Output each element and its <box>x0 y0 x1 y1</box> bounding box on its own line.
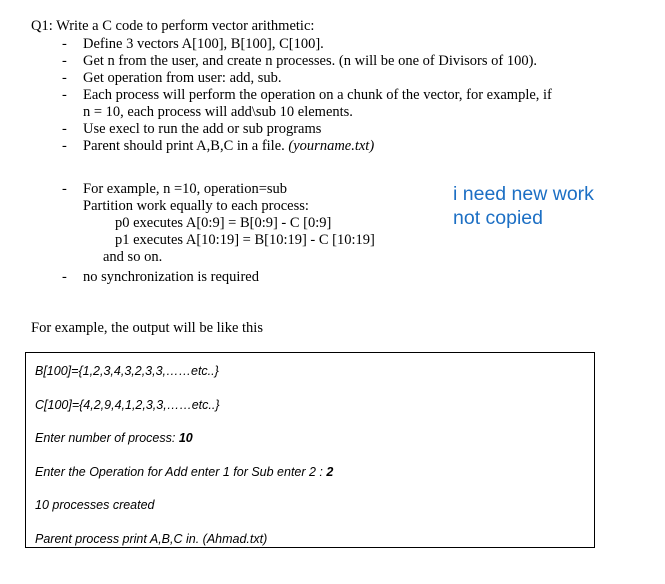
sync-list <box>62 269 462 286</box>
output-line: Parent process print A,B,C in. (Ahmad.txt) <box>35 532 268 546</box>
requirement-item: - Use execl to run the add or sub programs <box>62 121 622 138</box>
example-list <box>62 181 462 266</box>
requirement-item: - Each process will perform the operation on a chunk of the vector, for example, if n = 10, each process will add\sub 10 elements. <box>62 87 622 121</box>
requirements-list <box>62 36 622 155</box>
operation-value: 2 <box>326 465 334 479</box>
output-line: Enter the Operation for Add enter 1 for Sub enter 2 : 2 <box>35 465 334 479</box>
example-line: p0 executes A[0:9] = B[0:9] - C [0:9] <box>115 215 332 231</box>
output-box <box>25 352 595 548</box>
example-line: Partition work equally to each process: <box>83 198 309 214</box>
requirement-item: - Get operation from user: add, sub. <box>62 70 622 87</box>
handwritten-annotation <box>453 182 643 230</box>
example-line: p1 executes A[10:19] = B[10:19] - C [10:19] <box>115 232 375 248</box>
requirement-item: - Define 3 vectors A[100], B[100], C[100]. <box>62 36 622 53</box>
example-item <box>62 181 462 266</box>
annotation-line: not copied <box>453 207 543 229</box>
requirement-item: - Get n from the user, and create n processes. (n will be one of Divisors of 100). <box>62 53 622 70</box>
output-intro: For example, the output will be like this <box>31 320 263 336</box>
example-line: and so on. <box>103 249 163 265</box>
output-line: C[100]={4,2,9,4,1,2,3,3,……etc..} <box>35 398 220 412</box>
requirement-item: - Parent should print A,B,C in a file. (yourname.txt) <box>62 138 622 155</box>
output-line: B[100]={1,2,3,4,3,2,3,3,……etc..} <box>35 364 219 378</box>
filename-hint: (yourname.txt) <box>288 138 375 154</box>
question-title: Q1: Write a C code to perform vector arithmetic: <box>31 18 315 34</box>
output-line: 10 processes created <box>35 498 155 512</box>
process-count-value: 10 <box>178 431 193 445</box>
output-line: Enter number of process: 10 <box>35 431 193 445</box>
sync-item: - no synchronization is required <box>62 269 462 286</box>
annotation-line: i need new work <box>453 183 594 205</box>
example-line: - For example, n =10, operation=sub <box>83 181 288 197</box>
